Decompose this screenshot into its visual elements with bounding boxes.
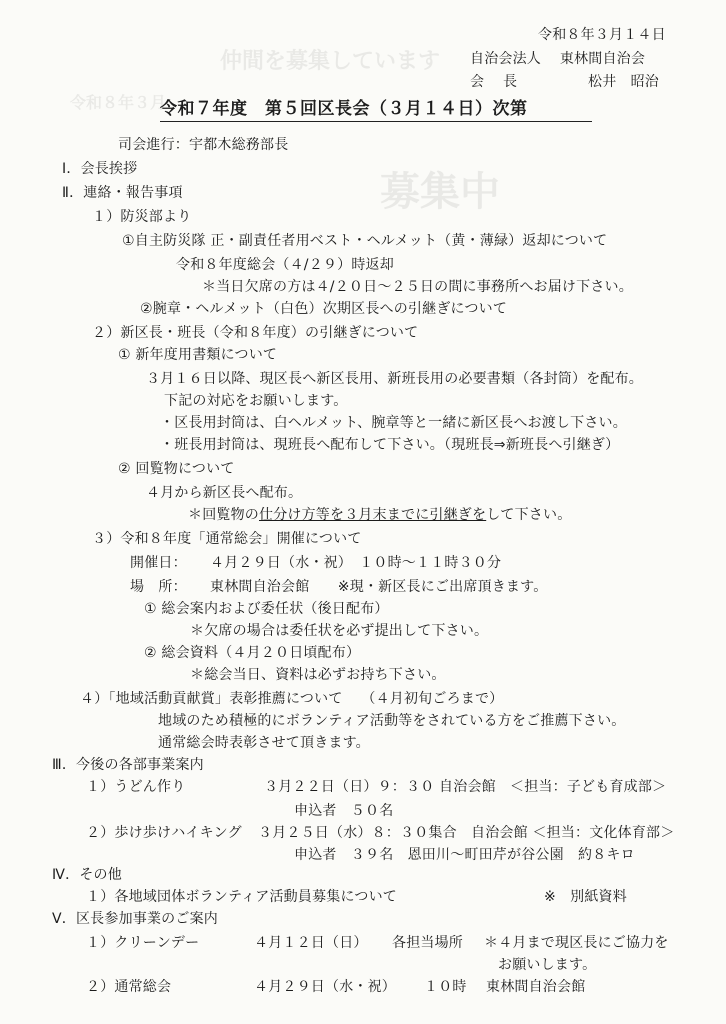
show-through-text: 令和８年３月 [70,93,167,112]
meeting-place-label: 場 所： [130,579,187,595]
item-new-year-documents: ① 新年度用書類について [118,347,278,363]
chair-role: 会 長 [470,74,518,90]
section-2-heading: Ⅱ．連絡・報告事項 [62,185,183,201]
circulars-note-prefix: ＊回覧物の [188,507,259,523]
event-general-meeting: ２）通常総会 [86,979,172,995]
item-volunteer-attachment: ※ 別紙資料 [544,889,627,905]
document-date: 令和８年３月１４日 [538,27,666,43]
event-udon-applicants: 申込者 ５０名 [294,803,394,819]
item-meeting-materials: ② 総会資料（４月２０日頃配布） [144,645,361,661]
circulars-note-suffix: して下さい。 [486,507,572,523]
show-through-text: 募集中 [380,169,500,215]
item-award-ceremony: 通常総会時表彰させて頂きます。 [158,735,370,751]
item-circulars: ② 回覧物について [118,461,235,477]
chair-name: 松井 昭治 [588,74,659,90]
event-clean-day: １）クリーンデー [86,935,200,951]
item-new-leaders-handover: ２）新区長・班長（令和８年度）の引継ぎについて [92,325,419,341]
item-circulars-distribution: ４月から新区長へ配布。 [146,485,303,501]
meeting-place: 東林間自治会館 ※現・新区長にご出席頂きます。 [210,579,548,595]
event-udon: １）うどん作り [86,779,186,795]
moderator: 司会進行：宇都木総務部長 [118,137,289,153]
item-ward-envelope: ・区長用封筒は、白ヘルメット、腕章等と一緒に新区長へお渡し下さい。 [160,415,627,431]
item-disaster-dept: １）防災部より [92,209,192,225]
event-clean-day-date: ４月１２日（日） [254,935,368,951]
item-group-envelope: ・班長用封筒は、現班長へ配布して下さい。（現班長⇒新班長へ引継ぎ） [160,437,620,453]
meeting-date-label: 開催日： [130,555,187,571]
item-materials-note: ＊総会当日、資料は必ずお持ち下さい。 [190,667,446,683]
meeting-date: ４月２９日（水・祝） １０時～１１時３０分 [210,555,502,571]
item-vest-return: ①自主防災隊 正・副責任者用ベスト・ヘルメット（黄・薄緑）返却について [122,233,608,249]
event-hiking-applicants: 申込者 ３９名 恩田川～町田芹が谷公園 約８キロ [294,847,635,863]
item-volunteer-recruitment: １）各地域団体ボランティア活動員募集について [86,889,397,905]
section-4-heading: Ⅳ．その他 [52,867,122,883]
section-5-heading: Ⅴ．区長参加事業のご案内 [52,911,218,927]
item-vest-absent-note: ＊当日欠席の方は４/２０日～２５日の間に事務所へお届け下さい。 [202,279,633,295]
event-hiking-detail: ３月２５日（水）８：３０集合 自治会館 ＜担当：文化体育部＞ [258,825,675,841]
section-3-heading: Ⅲ．今後の各部事業案内 [52,757,204,773]
event-general-meeting-place: 東林間自治会館 [486,979,586,995]
event-clean-day-note: ＊４月まで現区長にご協力を [484,935,669,951]
item-proxy-note: ＊欠席の場合は委任状を必ず提出して下さい。 [190,623,489,639]
item-proxy-form: ① 総会案内および委任状（後日配布） [144,601,389,617]
show-through-text: 仲間を募集しています [220,49,441,74]
event-general-meeting-date: ４月２９日（水・祝） [254,979,396,995]
event-general-meeting-time: １０時 [424,979,467,995]
section-1-heading: Ⅰ．会長挨拶 [62,161,138,177]
item-documents-distribution: ３月１６日以降、現区長へ新区長用、新班長用の必要書類（各封筒）を配布。 [146,371,643,387]
circulars-note-underlined: 仕分け方等を３月末までに引継ぎを [259,507,487,523]
event-clean-day-place: 各担当場所 [392,935,463,951]
event-clean-day-note-cont: お願いします。 [498,957,597,973]
item-circulars-note [188,506,571,524]
item-award-request: 地域のため積極的にボランティア活動等をされている方をご推薦下さい。 [158,713,626,729]
item-community-award: ４）「地域活動貢献賞」表彰推薦について （４月初旬ごろまで） [80,691,504,707]
item-vest-return-timing: 令和８年度総会（４/２９）時返却 [176,257,394,273]
item-documents-request: 下記の対応をお願いします。 [164,393,348,409]
title-underline [160,121,592,122]
event-udon-detail: ３月２２日（日）９：３０ 自治会館 ＜担当：子ども育成部＞ [264,779,667,795]
page-title: 令和７年度 第５回区長会（３月１４日）次第 [160,99,528,119]
organization-name: 自治会法人 東林間自治会 [470,51,646,67]
item-general-meeting: ３）令和８年度「通常総会」開催について [92,531,362,547]
event-hiking: ２）歩け歩けハイキング [86,825,242,841]
item-armband-handover: ②腕章・ヘルメット（白色）次期区長への引継ぎについて [140,301,508,317]
